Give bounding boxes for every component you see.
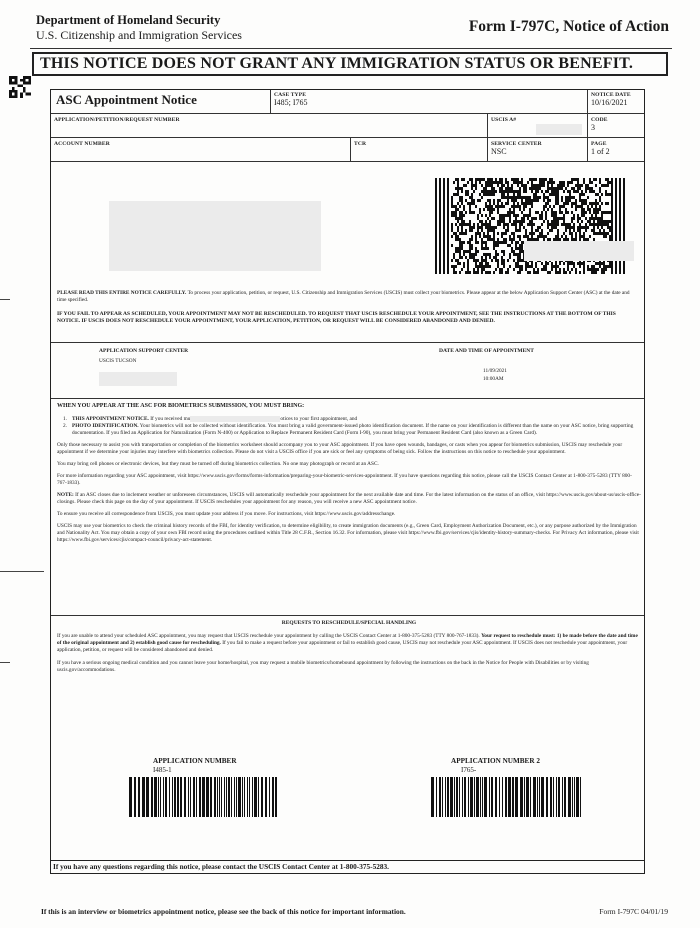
notice-frame <box>50 89 645 874</box>
application-barcode-2 <box>431 777 581 817</box>
form-id: Form I-797C 04/01/19 <box>599 907 668 916</box>
margin-mark <box>0 662 10 663</box>
bring-item-1-text-a: If you received mu <box>150 416 191 423</box>
application-number-1-value: I485-1 <box>153 766 172 774</box>
appointment-time: 10:00AM <box>483 376 504 382</box>
section-divider <box>51 860 644 861</box>
application-number-1-label: APPLICATION NUMBER <box>153 757 237 765</box>
notice-date-label: NOTICE DATE <box>591 92 631 98</box>
notice-title: ASC Appointment Notice <box>56 92 197 107</box>
note-paragraph <box>57 492 641 506</box>
reschedule-heading: REQUESTS TO RESCHEDULE/SPECIAL HANDLING <box>281 620 417 626</box>
tcr-label: TCR <box>354 141 367 147</box>
reschedule-text-rest: If you fail to make a request before your appointment or fail to establish good cause, USCIS may not reschedule your ASC appointment. If USCIS does not reschedule your appointment, your application, petition, or request will be considered abandoned and denied. <box>57 640 628 653</box>
address-paragraph: To ensure you receive all correspondence from USCIS, you must update your address if you move. For instructions, visit https://www.uscis.gov/addresschange. <box>57 511 396 518</box>
service-center-label: SERVICE CENTER <box>491 141 542 147</box>
margin-mark <box>0 299 10 300</box>
redacted-a-number <box>536 124 582 135</box>
service-center-cell <box>488 138 588 162</box>
application-number-2-value: I765- <box>461 766 477 774</box>
section-divider <box>51 342 644 343</box>
form-title: Form I-797C, Notice of Action <box>468 18 669 35</box>
redacted-text <box>190 416 280 422</box>
status-banner <box>32 52 668 76</box>
service-center-value: NSC <box>491 147 507 156</box>
code-cell <box>588 114 644 138</box>
reschedule-section <box>57 620 641 674</box>
datetime-label: DATE AND TIME OF APPOINTMENT <box>439 348 534 354</box>
bring-item-2-text: Your biometrics will not be collected without identification. You must bring a valid government-issued photo identification document. If the name on your identification is different than the name on your ASC notice, bring supporting documentation. If you filed an Application for Naturalization (Form N-400) or Application to Replace Permanent Resident Card (Form I-90), you must bring your Permanent Resident Card (also known as a Green Card). <box>72 423 634 437</box>
case-type-cell <box>271 90 588 114</box>
bring-item-1-text-b: otices to your first appointment, and <box>280 416 358 423</box>
bring-section <box>57 403 641 544</box>
margin-mark <box>0 571 44 572</box>
page-cell <box>588 138 644 162</box>
notice-date-value: 10/16/2021 <box>591 98 628 107</box>
case-type-label: CASE TYPE <box>274 92 307 98</box>
section-divider <box>51 615 644 616</box>
bring-item-1: 1. THIS APPOINTMENT NOTICE. If you received mu otices to your first appointment, and <box>63 416 358 423</box>
agency-subname: U.S. Citizenship and Immigration Services <box>36 28 242 42</box>
application-number-2-label: APPLICATION NUMBER 2 <box>451 757 540 765</box>
fail-to-appear-warning: IF YOU FAIL TO APPEAR AS SCHEDULED, YOUR APPOINTMENT MAY NOT BE RESCHEDULED. TO REQUEST THAT USCIS RESCHEDULE YOUR APPOINTMENT, SEE THE INSTRUCTIONS AT THE BOTTOM OF THIS NOTICE. IF USCIS DOES NOT RESCHEDULE YOUR APPOINTMENT, YOUR APPLICATION, PETITION, OR REQUEST WILL BE CONSIDERED ABANDONED AND DENIED. <box>57 311 616 324</box>
uscis-a-label: USCIS A# <box>491 117 517 123</box>
code-value: 3 <box>591 123 595 132</box>
asc-name: USCIS TUCSON <box>99 358 137 364</box>
qr-code-icon <box>8 76 32 98</box>
account-number-cell <box>51 138 351 162</box>
tcr-cell <box>351 138 488 162</box>
redacted-asc-address <box>99 372 177 386</box>
redacted-barcode-area <box>524 241 634 261</box>
reschedule-requirement: Your request to reschedule must: 1) be made before the date and time of the original appointment and 2) establish good cause for rescheduling. <box>57 633 638 646</box>
uscis-a-cell <box>488 114 588 138</box>
agency-name: Department of Homeland Security <box>36 13 221 27</box>
phones-paragraph: You may bring cell phones or electronic devices, but they must be turned off during biometrics collection. No one may photograph or record at an ASC. <box>57 461 379 468</box>
appointment-date: 11/09/2021 <box>483 368 507 374</box>
bring-item-2: 2. PHOTO IDENTIFICATION. Your biometrics will not be collected without identification. You must bring a valid government-issued photo identification document. If the name on your identification is different than the name on your ASC notice, bring supporting documentation. If you filed an Application for Naturalization (Form N-400) or Application to Replace Permanent Resident Card (Form I-90), you must bring your Permanent Resident Card (also known as a Green Card). <box>63 423 634 437</box>
note-text: If an ASC closes due to inclement weather or unforeseen circumstances, USCIS will automatically reschedule your appointment for the next available date and time. For the latest information on the status of an office, visit https://www.uscis.gov/about-us/uscis-office-closings. Please check this page on the day of your appointment. If USCIS reschedules your appointment for any reason, you will receive a new ASC appointment notice. <box>57 492 641 506</box>
bring-heading: WHEN YOU APPEAR AT THE ASC FOR BIOMETRICS SUBMISSION, YOU MUST BRING: <box>57 403 305 409</box>
account-number-label: ACCOUNT NUMBER <box>54 141 110 147</box>
notice-title-cell <box>51 90 271 114</box>
code-label: CODE <box>591 117 608 123</box>
page-value: 1 of 2 <box>591 147 610 156</box>
application-number-label: APPLICATION/PETITION/REQUEST NUMBER <box>54 117 180 123</box>
asc-label: APPLICATION SUPPORT CENTER <box>99 348 189 354</box>
header-divider <box>30 48 672 49</box>
instructions-block <box>57 290 639 325</box>
section-divider <box>51 398 644 399</box>
fbi-paragraph: USCIS may use your biometrics to check the criminal history records of the FBI, for identity verification, to determine eligibility, to create immigration documents (e.g., Green Card, Employment Authorization Document, etc.), or any purpose authorized by the Immigration and Nationality Act. You may obtain a copy of your own FBI record using the procedures outlined within Title 28 C.F.R., Section 16.32. For information, please visit https://www.fbi.gov/services/cjis/identity-history-summary-checks. For Privacy Act information, please visit https://www.fbi.gov/services/cjis/compact-council/privacy-act-statement. <box>57 523 639 544</box>
bring-item-2-title: PHOTO IDENTIFICATION. <box>72 423 139 430</box>
assist-paragraph: Only those necessary to assist you with transportation or completion of the biometrics worksheet should accompany you to your ASC appointment. If you have open wounds, bandages, or casts when you appear for biometrics submission, USCIS may reschedule your appointment if we determine your injuries may interfere with biometrics collection. Please do not visit a USCIS office if you are sick or feel any symptoms of being sick. Follow the instructions on this notice to reschedule your appointment. <box>57 442 623 456</box>
medical-paragraph: If you have a serious ongoing medical condition and you cannot leave your home/hospital, you may request a mobile biometrics/homebound appointment by following the instructions on the back in the Notice for People with Disabilities or by visiting uscis.gov/accommodations. <box>57 660 589 673</box>
page-label: PAGE <box>591 141 607 147</box>
application-number-cell <box>51 114 488 138</box>
note-label: NOTE: <box>57 492 74 499</box>
status-banner-text: THIS NOTICE DOES NOT GRANT ANY IMMIGRATION STATUS OR BENEFIT. <box>40 55 634 72</box>
notice-date-cell <box>588 90 644 114</box>
bring-item-1-title: THIS APPOINTMENT NOTICE. <box>72 416 149 423</box>
more-info-paragraph: For more information regarding your ASC appointment, visit https://www.uscis.gov/forms/forms-information/preparing-your-biometric-services-appointment. If you have questions regarding this notice, please call the USCIS Contact Center at 1-800-375-5283 (TTY 800-767-1833). <box>57 473 632 487</box>
footer-note: If this is an interview or biometrics appointment notice, please see the back of this notice for important information. <box>41 907 406 916</box>
reschedule-paragraph-1 <box>57 633 641 654</box>
read-carefully-lead: PLEASE READ THIS ENTIRE NOTICE CAREFULLY. <box>57 290 187 296</box>
contact-line: If you have any questions regarding this notice, please contact the USCIS Contact Center at 1-800-375-5283. <box>53 862 389 871</box>
reschedule-text: If you are unable to attend your scheduled ASC appointment, you may request that USCIS reschedule your appointment by calling the USCIS Contact Center at 1-800-375-5283 (TTY 800-767-1833). <box>57 633 480 639</box>
read-carefully-text: To process your application, petition, or request, U.S. Citizenship and Immigration Services (USCIS) must collect your biometrics. Please appear at the below Application Support Center (ASC) at the date and time specified. <box>57 290 630 303</box>
redacted-address <box>109 201 321 271</box>
case-type-value: I485; I765 <box>274 98 308 107</box>
application-barcode-1 <box>129 777 279 817</box>
